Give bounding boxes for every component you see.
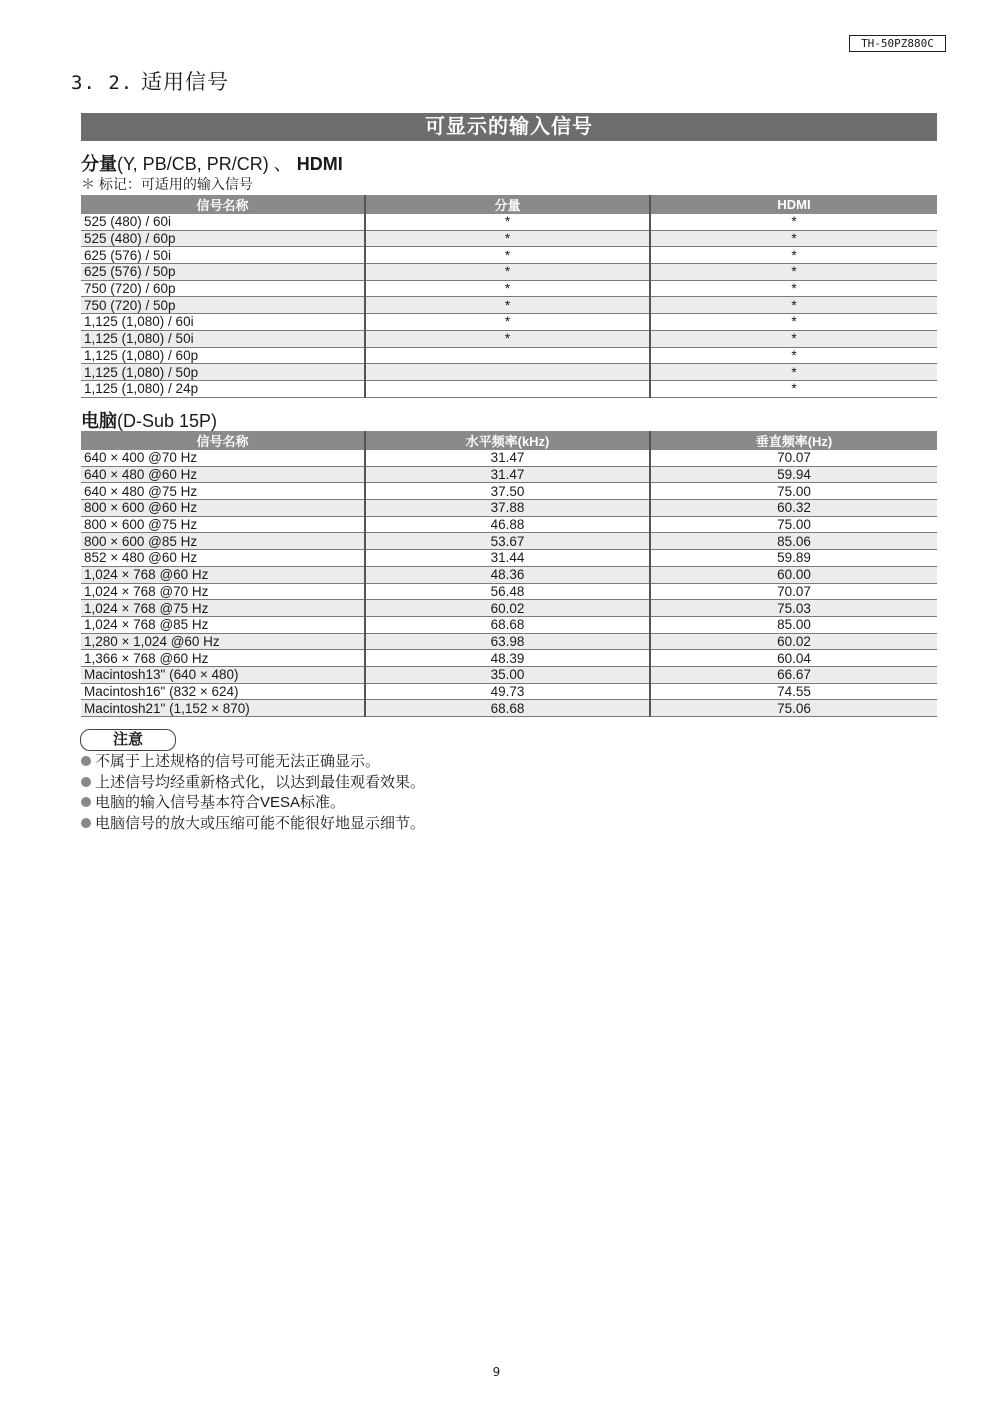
table-row <box>81 500 937 517</box>
signal-name-cell: 1,280 × 1,024 @60 Hz <box>81 633 365 650</box>
value-cell: 31.44 <box>365 550 650 567</box>
bullet-icon <box>81 818 91 828</box>
value-cell: * <box>650 380 937 397</box>
signal-name-cell: 800 × 600 @85 Hz <box>81 533 365 550</box>
component-heading-bold: 分量 <box>81 154 117 174</box>
value-cell: 46.88 <box>365 516 650 533</box>
value-cell: * <box>650 264 937 281</box>
signal-name-cell: 1,024 × 768 @60 Hz <box>81 566 365 583</box>
value-cell: 63.98 <box>365 633 650 650</box>
table-row <box>81 550 937 567</box>
signal-name-cell: 750 (720) / 50p <box>81 297 365 314</box>
model-number-box: TH-50PZ880C <box>849 35 946 52</box>
table-row <box>81 516 937 533</box>
table-row <box>81 600 937 617</box>
table-row <box>81 297 937 314</box>
table-header-row <box>81 431 937 450</box>
table-row <box>81 450 937 466</box>
value-cell: 56.48 <box>365 583 650 600</box>
table-row <box>81 616 937 633</box>
signal-name-cell: 625 (576) / 50i <box>81 247 365 264</box>
value-cell: 48.36 <box>365 566 650 583</box>
value-cell: * <box>365 330 650 347</box>
value-cell: 49.73 <box>365 683 650 700</box>
signal-name-cell: 800 × 600 @60 Hz <box>81 500 365 517</box>
table-row <box>81 380 937 397</box>
value-cell: 60.02 <box>365 600 650 617</box>
value-cell <box>365 347 650 364</box>
list-item <box>81 814 425 835</box>
value-cell: 85.00 <box>650 616 937 633</box>
note-text: 电脑的输入信号基本符合VESA标准。 <box>95 794 346 811</box>
table-row <box>81 230 937 247</box>
value-cell: * <box>365 280 650 297</box>
value-cell: 75.00 <box>650 483 937 500</box>
table-row <box>81 566 937 583</box>
note-text: 不属于上述规格的信号可能无法正确显示。 <box>95 753 381 770</box>
column-header: 信号名称 <box>81 431 365 450</box>
value-cell: 70.07 <box>650 450 937 466</box>
value-cell: 60.32 <box>650 500 937 517</box>
value-cell: 48.39 <box>365 650 650 667</box>
value-cell: * <box>650 230 937 247</box>
value-cell: * <box>650 280 937 297</box>
value-cell: 60.04 <box>650 650 937 667</box>
value-cell: * <box>365 297 650 314</box>
value-cell: * <box>365 214 650 230</box>
signal-name-cell: 625 (576) / 50p <box>81 264 365 281</box>
list-item <box>81 773 425 794</box>
list-item <box>81 752 425 773</box>
table-row <box>81 583 937 600</box>
table-row <box>81 533 937 550</box>
signal-name-cell: 1,125 (1,080) / 60p <box>81 347 365 364</box>
value-cell: * <box>365 264 650 281</box>
signal-name-cell: 750 (720) / 60p <box>81 280 365 297</box>
table-banner: 可显示的输入信号 <box>81 113 937 141</box>
value-cell: * <box>650 297 937 314</box>
table-row <box>81 483 937 500</box>
table-row <box>81 364 937 381</box>
component-signal-table <box>81 195 937 398</box>
value-cell: * <box>650 330 937 347</box>
value-cell: 68.68 <box>365 700 650 717</box>
caution-notes <box>81 752 425 834</box>
value-cell: 59.89 <box>650 550 937 567</box>
value-cell: 68.68 <box>365 616 650 633</box>
pc-heading-bold: 电脑 <box>81 411 117 431</box>
pc-signal-table <box>81 431 937 717</box>
caution-label: 注意 <box>80 729 176 751</box>
value-cell: * <box>650 364 937 381</box>
signal-name-cell: Macintosh16" (832 × 624) <box>81 683 365 700</box>
signal-name-cell: Macintosh21" (1,152 × 870) <box>81 700 365 717</box>
bullet-icon <box>81 777 91 787</box>
table-row <box>81 650 937 667</box>
table-row <box>81 247 937 264</box>
signal-name-cell: 640 × 400 @70 Hz <box>81 450 365 466</box>
pc-heading <box>81 407 217 433</box>
value-cell: 74.55 <box>650 683 937 700</box>
signal-name-cell: 640 × 480 @75 Hz <box>81 483 365 500</box>
value-cell: 53.67 <box>365 533 650 550</box>
value-cell: 75.03 <box>650 600 937 617</box>
table-row <box>81 280 937 297</box>
signal-name-cell: 525 (480) / 60p <box>81 230 365 247</box>
value-cell: 66.67 <box>650 666 937 683</box>
table-row <box>81 314 937 331</box>
value-cell: 31.47 <box>365 450 650 466</box>
table-row <box>81 214 937 230</box>
note-text: 电脑信号的放大或压缩可能不能很好地显示细节。 <box>95 814 426 832</box>
section-title: 适用信号 <box>141 70 229 94</box>
section-heading <box>71 66 229 96</box>
table-row <box>81 700 937 717</box>
value-cell: 60.00 <box>650 566 937 583</box>
signal-name-cell: 1,366 × 768 @60 Hz <box>81 650 365 667</box>
signal-name-cell: 1,024 × 768 @70 Hz <box>81 583 365 600</box>
table-row <box>81 347 937 364</box>
column-header: 垂直频率(Hz) <box>650 431 937 450</box>
value-cell: * <box>650 214 937 230</box>
signal-name-cell: 1,024 × 768 @75 Hz <box>81 600 365 617</box>
value-cell: * <box>365 247 650 264</box>
signal-name-cell: 525 (480) / 60i <box>81 214 365 230</box>
signal-name-cell: 852 × 480 @60 Hz <box>81 550 365 567</box>
value-cell <box>365 364 650 381</box>
value-cell: 35.00 <box>365 666 650 683</box>
table-row <box>81 666 937 683</box>
value-cell <box>365 380 650 397</box>
bullet-icon <box>81 756 91 766</box>
table-header-row <box>81 195 937 214</box>
table-row <box>81 466 937 483</box>
component-heading-hdmi: HDMI <box>296 154 343 174</box>
column-header: 分量 <box>365 195 650 214</box>
page-number: 9 <box>492 1365 501 1379</box>
signal-name-cell: 1,024 × 768 @85 Hz <box>81 616 365 633</box>
value-cell: * <box>650 314 937 331</box>
value-cell: * <box>650 347 937 364</box>
signal-name-cell: 1,125 (1,080) / 24p <box>81 380 365 397</box>
value-cell: 59.94 <box>650 466 937 483</box>
table-row <box>81 330 937 347</box>
column-header: 信号名称 <box>81 195 365 214</box>
value-cell: * <box>650 247 937 264</box>
signal-name-cell: Macintosh13" (640 × 480) <box>81 666 365 683</box>
value-cell: 75.06 <box>650 700 937 717</box>
component-heading-light: (Y, PB/CB, PR/CR) 、 <box>117 154 292 174</box>
bullet-icon <box>81 797 91 807</box>
value-cell: 70.07 <box>650 583 937 600</box>
value-cell: 37.50 <box>365 483 650 500</box>
note-text: 上述信号均经重新格式化，以达到最佳观看效果。 <box>95 773 426 791</box>
value-cell: 37.88 <box>365 500 650 517</box>
value-cell: 31.47 <box>365 466 650 483</box>
table-row <box>81 633 937 650</box>
signal-name-cell: 1,125 (1,080) / 50p <box>81 364 365 381</box>
signal-name-cell: 800 × 600 @75 Hz <box>81 516 365 533</box>
column-header: HDMI <box>650 195 937 214</box>
value-cell: * <box>365 314 650 331</box>
value-cell: * <box>365 230 650 247</box>
list-item <box>81 793 425 814</box>
table-row <box>81 264 937 281</box>
table-row <box>81 683 937 700</box>
legend-note: ＊ 标记：可适用的输入信号 <box>81 176 253 192</box>
column-header: 水平频率(kHz) <box>365 431 650 450</box>
signal-name-cell: 1,125 (1,080) / 50i <box>81 330 365 347</box>
pc-heading-light: (D-Sub 15P) <box>117 411 218 431</box>
value-cell: 85.06 <box>650 533 937 550</box>
signal-name-cell: 640 × 480 @60 Hz <box>81 466 365 483</box>
section-number: 3. 2. <box>71 72 134 94</box>
value-cell: 75.00 <box>650 516 937 533</box>
signal-name-cell: 1,125 (1,080) / 60i <box>81 314 365 331</box>
value-cell: 60.02 <box>650 633 937 650</box>
component-heading <box>81 150 343 176</box>
